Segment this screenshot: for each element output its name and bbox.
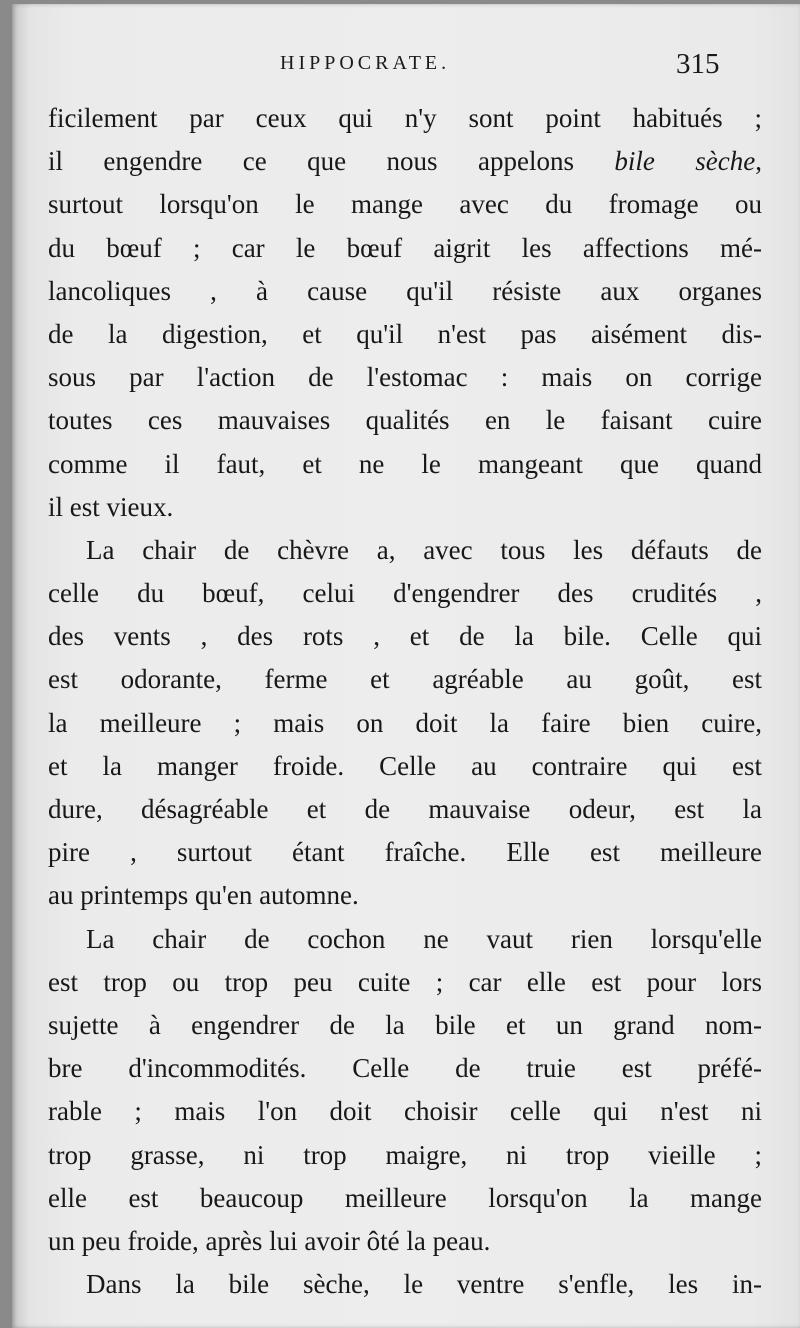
text-line: il est vieux.: [48, 491, 174, 522]
text-line: elle est beaucoup meilleure lorsqu'on la mange: [48, 1182, 762, 1213]
text-line: un peu froide, après lui avoir ôté la peau.: [48, 1225, 491, 1256]
text-line: trop grasse, ni trop maigre, ni trop vieille ;: [48, 1139, 762, 1170]
text-line: celle du bœuf, celui d'engendrer des crudités ,: [48, 578, 762, 609]
text-line: Dans la bile sèche, le ventre s'enfle, les in-: [86, 1269, 762, 1300]
text-line: pire , surtout étant fraîche. Elle est meilleure: [48, 837, 762, 868]
text-line: sujette à engendrer de la bile et un grand nom-: [48, 1009, 762, 1040]
text-line: surtout lorsqu'on le mange avec du fromage ou: [48, 189, 762, 220]
body-text: [48, 97, 762, 1306]
text-line: de la digestion, et qu'il n'est pas aisément dis-: [48, 318, 762, 349]
text-line: lancoliques , à cause qu'il résiste aux organes: [48, 275, 762, 306]
running-title: HIPPOCRATE.: [280, 52, 451, 74]
text-line: sous par l'action de l'estomac : mais on corrige: [48, 362, 762, 393]
text-segment: ,: [755, 146, 762, 177]
running-head: [12, 48, 800, 88]
italic-term: bile sèche: [614, 146, 756, 177]
text-line: au printemps qu'en automne.: [48, 880, 359, 911]
text-line: la meilleure ; mais on doit la faire bien cuire,: [48, 707, 762, 738]
text-line: comme il faut, et ne le mangeant que quand: [48, 448, 762, 479]
text-segment: il engendre ce que nous appelons: [48, 146, 615, 177]
text-line: bre d'incommodités. Celle de truie est préfé-: [48, 1053, 762, 1084]
text-line: ficilement par ceux qui n'y sont point habitués ;: [48, 103, 762, 133]
text-line: est trop ou trop peu cuite ; car elle est pour lors: [48, 966, 762, 997]
text-line: La chair de cochon ne vaut rien lorsqu'elle: [86, 923, 762, 954]
text-line: du bœuf ; car le bœuf aigrit les affections mé-: [48, 232, 762, 263]
page-number: 315: [676, 48, 720, 80]
text-line: [48, 140, 762, 183]
text-line: est odorante, ferme et agréable au goût, est: [48, 664, 762, 695]
text-line: La chair de chèvre a, avec tous les défauts de: [86, 534, 762, 565]
text-line: rable ; mais l'on doit choisir celle qui n'est ni: [48, 1096, 762, 1127]
text-line: toutes ces mauvaises qualités en le faisant cuire: [48, 405, 762, 436]
text-line: des vents , des rots , et de la bile. Celle qui: [48, 621, 762, 652]
book-page: [12, 4, 800, 1328]
text-line: dure, désagréable et de mauvaise odeur, est la: [48, 794, 762, 824]
text-line: et la manger froide. Celle au contraire qui est: [48, 750, 762, 781]
